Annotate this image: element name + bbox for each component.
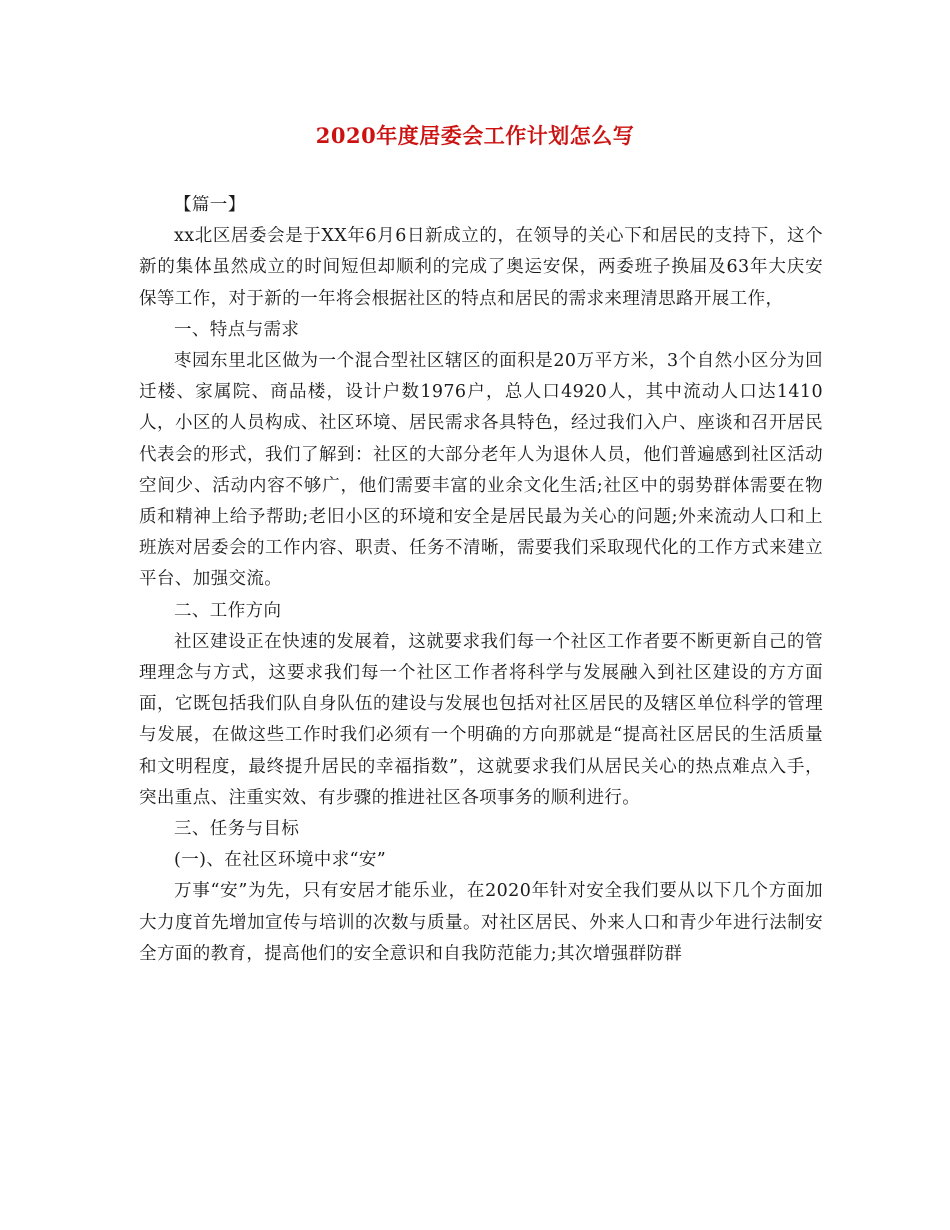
document-title: 2020年度居委会工作计划怎么写 — [315, 123, 635, 148]
subsection-heading-safety: (一)、在社区环境中求“安” — [174, 850, 387, 871]
section-heading-tasks: 三、任务与目标 — [174, 819, 300, 840]
document-body — [139, 190, 823, 970]
section-heading-direction: 二、工作方向 — [174, 600, 282, 621]
section-heading-part-one: 【篇一】 — [174, 195, 246, 215]
direction-paragraph: 社区建设正在快速的发展着，这就要求我们每一个社区工作者要不断更新自己的管理理念与方式，这要求我们每一个社区工作者将科学与发展融入到社区建设的方方面面，它既包括我们队自身队伍的建设与发展也包括对社区居民的及辖区单位科学的管理与发展，在做这些工作时我们必须有一个明确的方向那就是“提高社区居民的生活质量和文明程度，最终提升居民的幸福指数”，这就要求我们从居民关心的热点难点入手，突出重点、注重实效、有步骤的推进社区各项事务的顺利进行。 — [139, 631, 823, 808]
safety-paragraph: 万事“安”为先，只有安居才能乐业，在2020年针对安全我们要从以下几个方面加大力度首先增加宣传与培训的次数与质量。对社区居民、外来人口和青少年进行法制安全方面的教育，提高他们的安全意识和自我防范能力;其次增强群防群 — [139, 881, 823, 964]
intro-paragraph: xx北区居委会是于XX年6月6日新成立的，在领导的关心下和居民的支持下，这个新的集体虽然成立的时间短但却顺利的完成了奥运安保，两委班子换届及63年大庆安保等工作，对于新的一年将会根据社区的特点和居民的需求来理清思路开展工作， — [139, 226, 823, 309]
characteristics-paragraph: 枣园东里北区做为一个混合型社区辖区的面积是20万平方米，3个自然小区分为回迁楼、家属院、商品楼，设计户数1976户，总人口4920人，其中流动人口达1410人，小区的人员构成、社区环境、居民需求各具特色，经过我们入户、座谈和召开居民代表会的形式，我们了解到：社区的大部分老年人为退休人员，他们普遍感到社区活动空间少、活动内容不够广，他们需要丰富的业余文化生活;社区中的弱势群体需要在物质和精神上给予帮助;老旧小区的环境和安全是居民最为关心的问题;外来流动人口和上班族对居委会的工作内容、职责、任务不清晰，需要我们采取现代化的工作方式来建立平台、加强交流。 — [139, 351, 823, 590]
section-heading-characteristics: 一、特点与需求 — [174, 319, 300, 340]
